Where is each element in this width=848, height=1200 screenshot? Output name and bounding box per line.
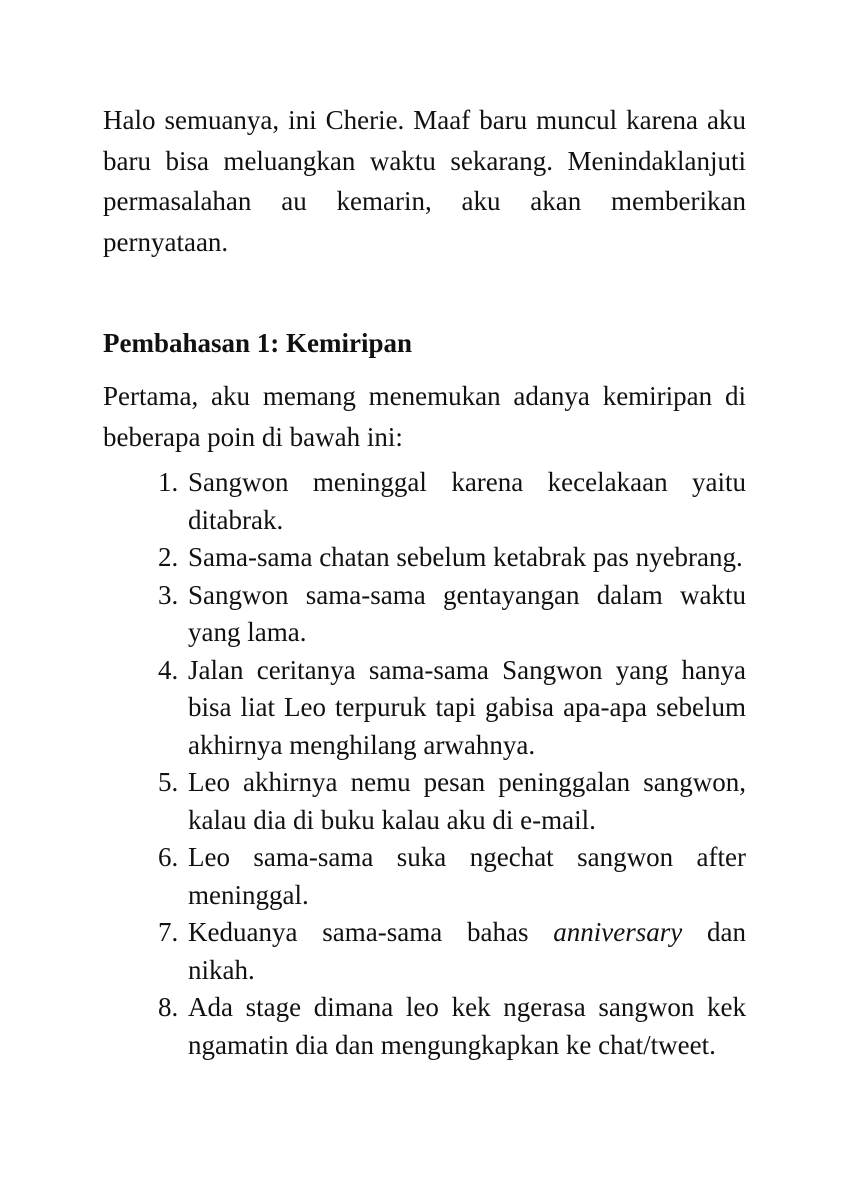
list-item-text: Jalan ceritanya sama-sama Sangwon yang hanya bisa liat Leo terpuruk tapi gabisa apa-apa sebelum akhirnya menghilang arwahnya. — [188, 654, 746, 760]
list-item-text-before: Keduanya sama-sama bahas — [188, 917, 554, 947]
list-item-text: Sangwon meninggal karena kecelakaan yaitu ditabrak. — [188, 467, 746, 535]
section-heading: Pembahasan 1: Kemiripan — [103, 328, 413, 358]
list-item-text: Leo akhirnya nemu pesan peninggalan sangwon, kalau dia di buku kalau aku di e-mail. — [188, 767, 746, 835]
list-item-text-emphasis: anniversary — [553, 917, 683, 947]
list-item-text-after: dan nikah. — [188, 917, 747, 985]
list-item-number: 8. — [158, 992, 179, 1022]
list-item — [158, 989, 746, 1064]
list-item-text: Leo sama-sama suka ngechat sangwon after meninggal. — [188, 842, 746, 910]
list-item-text: Sangwon sama-sama gentayangan dalam waktu yang lama. — [188, 579, 746, 647]
section-lead-paragraph: Pertama, aku memang menemukan adanya kemiripan di beberapa poin di bawah ini: — [103, 381, 746, 452]
similarity-list — [103, 464, 746, 1064]
list-item-text: Ada stage dimana leo kek ngerasa sangwon kek ngamatin dia dan mengungkapkan ke chat/tweet. — [188, 992, 746, 1060]
list-item — [158, 914, 746, 989]
document-page — [103, 100, 746, 1064]
list-item-number: 2. — [158, 542, 179, 572]
list-item-number: 4. — [158, 654, 179, 685]
list-item — [158, 839, 746, 914]
list-item-number: 5. — [158, 767, 179, 797]
list-item — [158, 539, 746, 577]
list-item-number: 6. — [158, 842, 179, 872]
list-item-text — [188, 914, 746, 989]
intro-paragraph: Halo semuanya, ini Cherie. Maaf baru muncul karena aku baru bisa meluangkan waktu sekarang. Menindaklanjuti permasalahan au kemarin, aku akan memberikan pernyataan. — [103, 105, 746, 257]
list-item — [158, 577, 746, 652]
list-item — [158, 764, 746, 839]
list-item-number: 3. — [158, 579, 179, 610]
list-item — [158, 652, 746, 765]
list-item-number: 7. — [158, 917, 179, 947]
list-item-number: 1. — [158, 467, 179, 497]
list-item-text: Sama-sama chatan sebelum ketabrak pas nyebrang. — [188, 542, 743, 572]
list-item — [158, 464, 746, 539]
